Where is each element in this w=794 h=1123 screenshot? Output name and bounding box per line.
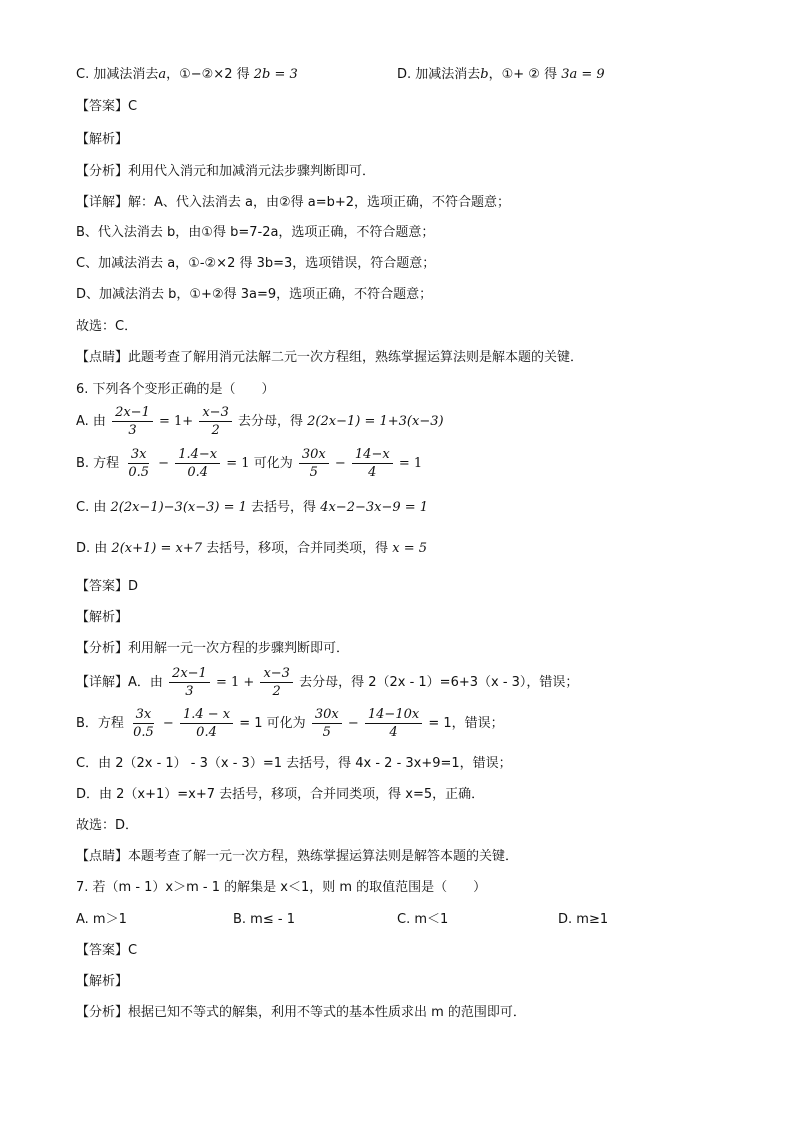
fraction: $\frac{x-3}{2}$ — [260, 665, 293, 700]
q5-option-c: C. 加减法消去a，①−②×2 得 2b = 3 — [76, 67, 298, 82]
fraction: $\frac{2x-1}{3}$ — [169, 665, 210, 700]
q6-xiangjie-c: C．由 2（2x - 1） - 3（x - 3）=1 去括号，得 4x - 2 - 3x+9=1，错误； — [76, 756, 512, 771]
fraction: $\frac{30x}{5}$ — [312, 706, 342, 741]
q6-jiexi: 【解析】 — [76, 610, 129, 625]
fraction: $\frac{3x}{0.5}$ — [128, 447, 150, 480]
fraction: $\frac{30x}{5}$ — [299, 446, 329, 481]
q7-stem: 7. 若（m - 1）x＞m - 1 的解集是 x＜1，则 m 的取值范围是（ ） — [76, 880, 487, 895]
q5-line-d: D、加减法消去 b，①+②得 3a=9，选项正确，不符合题意； — [76, 287, 433, 302]
q6-xiangjie-d: D．由 2（x+1）=x+7 去括号，移项，合并同类项，得 x=5，正确． — [76, 787, 485, 802]
q7-answer: 【答案】C — [76, 943, 138, 958]
q7-jiexi: 【解析】 — [76, 974, 129, 989]
q5-guxuan: 故选：C． — [76, 319, 138, 334]
q6-stem: 6. 下列各个变形正确的是（ ） — [76, 382, 275, 397]
q6-xiangjie-a: 【详解】A．由 $\frac{2x-1}{3}$ = 1 + $\frac{x-3}{2}$ 去分母，得 2（2x - 1）=6+3（x - 3），错误； — [76, 666, 579, 699]
q6-fenxi: 【分析】利用解一元一次方程的步骤判断即可． — [76, 641, 350, 656]
fraction: $\frac{1.4 - x}{0.4}$ — [180, 706, 233, 741]
q7-option-a: A. m＞1 — [76, 912, 127, 927]
q5-dianjing: 【点睛】此题考查了解用消元法解二元一次方程组，熟练掌握运算法则是解本题的关键． — [76, 350, 584, 365]
fraction: $\frac{2x-1}{3}$ — [112, 404, 153, 439]
q5-xiangjie: 【详解】解：A、代入法消去 a，由②得 a=b+2，选项正确，不符合题意； — [76, 195, 511, 210]
q6-dianjing: 【点睛】本题考查了解一元一次方程，熟练掌握运算法则是解答本题的关键． — [76, 849, 519, 864]
q7-fenxi: 【分析】根据已知不等式的解集，利用不等式的基本性质求出 m 的范围即可． — [76, 1005, 526, 1020]
q7-option-b: B. m≤ - 1 — [233, 912, 295, 927]
q6-option-a: A. 由 $\frac{2x-1}{3}$ = 1+ $\frac{x-3}{2}$ 去分母，得 2(2x−1) = 1+3(x−3) — [76, 405, 444, 438]
q6-guxuan: 故选：D． — [76, 818, 139, 833]
fraction: $\frac{14-10x}{4}$ — [365, 706, 422, 741]
q5-fenxi: 【分析】利用代入消元和加减消元法步骤判断即可． — [76, 164, 376, 179]
q6-option-c: C. 由 2(2x−1)−3(x−3) = 1 去括号，得 4x−2−3x−9 = 1 — [76, 500, 429, 515]
q7-option-c: C. m＜1 — [397, 912, 449, 927]
q6-answer: 【答案】D — [76, 579, 139, 594]
q7-option-d: D. m≥1 — [558, 912, 609, 927]
q5-jiexi: 【解析】 — [76, 132, 129, 147]
q5-line-b: B、代入法消去 b，由①得 b=7-2a，选项正确，不符合题意； — [76, 225, 435, 240]
q6-xiangjie-b: B．方程 $\frac{3x}{0.5}$ − $\frac{1.4 - x}{0.4}$ = 1 可化为 $\frac{30x}{5}$ − $\frac{14-10x}{4}$ = 1，错误； — [76, 707, 504, 740]
fraction: $\frac{1.4-x}{0.4}$ — [175, 446, 220, 481]
fraction: $\frac{x-3}{2}$ — [199, 404, 232, 439]
q6-option-b: B. 方程 $\frac{3x}{0.5}$ − $\frac{1.4-x}{0.4}$ = 1 可化为 $\frac{30x}{5}$ − $\frac{14-x}{4}$ = 1 — [76, 447, 423, 480]
fraction: $\frac{14-x}{4}$ — [352, 446, 393, 481]
q5-line-c: C、加减法消去 a，①-②×2 得 3b=3，选项错误，符合题意； — [76, 256, 436, 271]
q5-answer: 【答案】C — [76, 99, 138, 114]
q5-option-d: D. 加减法消去b，①+ ② 得 3a = 9 — [397, 67, 605, 82]
fraction: $\frac{3x}{0.5}$ — [133, 707, 154, 740]
q6-option-d: D. 由 2(x+1) = x+7 去括号，移项，合并同类项，得 x = 5 — [76, 541, 428, 556]
